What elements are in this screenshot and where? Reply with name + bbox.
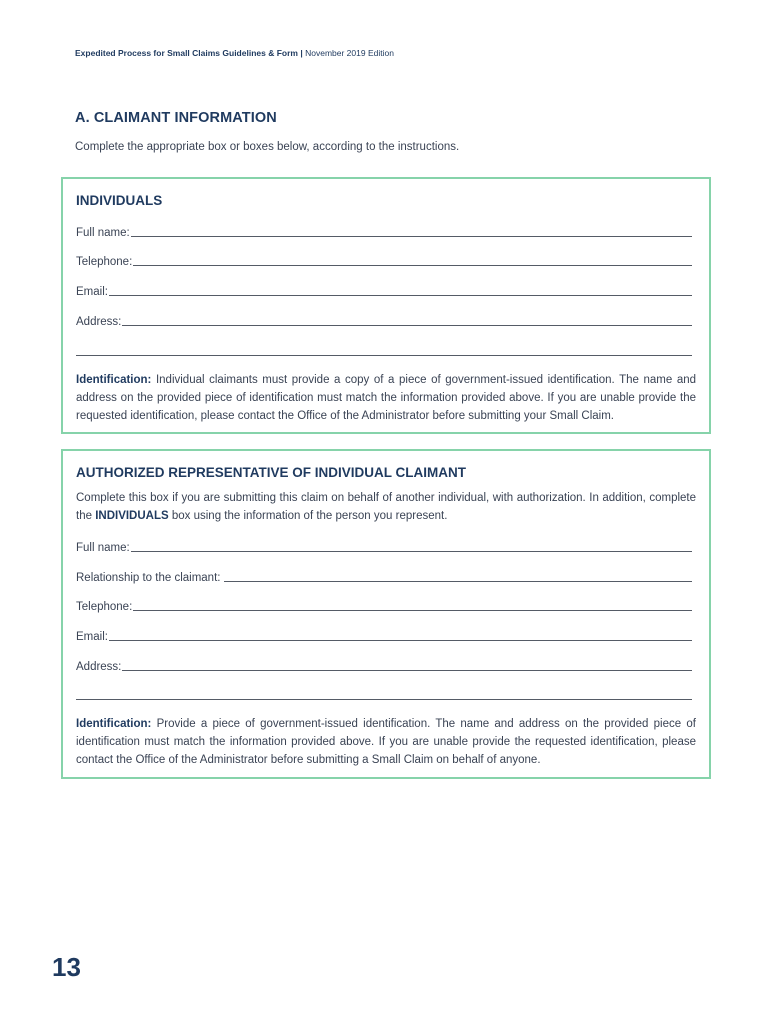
section-title: A. CLAIMANT INFORMATION [75,110,277,126]
rep-address-label: Address: [76,661,122,673]
rep-intro-before: Complete this box if you are submitting this claim on behalf of another individual, with authorization. In addition, complete the [76,492,696,522]
individuals-email-field[interactable] [76,284,692,298]
rep-telephone-line[interactable] [133,609,692,611]
full-name-label: Full name: [76,227,130,239]
email-line[interactable] [109,294,692,296]
rep-address-field[interactable] [76,659,692,673]
rep-relationship-label: Relationship to the claimant: [76,572,221,584]
rep-telephone-label: Telephone: [76,601,133,613]
individuals-box [61,177,711,434]
page-header [75,48,394,58]
representative-title: AUTHORIZED REPRESENTATIVE OF INDIVIDUAL CLAIMANT [76,465,467,480]
telephone-label: Telephone: [76,256,133,268]
header-edition: November 2019 Edition [305,48,394,58]
individuals-title: INDIVIDUALS [76,193,163,208]
individuals-full-name-field[interactable] [76,225,692,239]
rep-full-name-line[interactable] [131,550,692,552]
individuals-address-line-2[interactable] [76,355,692,356]
rep-address-line-2[interactable] [76,699,692,700]
rep-full-name-label: Full name: [76,542,130,554]
header-title: Expedited Process for Small Claims Guidelines & Form [75,48,298,58]
identification-label: Identification: [76,374,152,386]
full-name-line[interactable] [131,235,692,237]
rep-intro-bold: INDIVIDUALS [95,510,169,522]
rep-relationship-field[interactable] [76,570,692,584]
individuals-address-field[interactable] [76,314,692,328]
address-label: Address: [76,316,122,328]
individuals-identification-note [76,371,696,425]
rep-telephone-field[interactable] [76,599,692,613]
rep-email-label: Email: [76,631,108,643]
rep-email-line[interactable] [109,639,692,641]
individuals-telephone-field[interactable] [76,254,692,268]
identification-text: Individual claimants must provide a copy of a piece of government-issued identification. The name and address on the provided piece of identification must match the information provided above. If you are unable provide the requested identification, please contact the Office of the Administrator before submitting your Small Claim. [76,374,696,422]
rep-email-field[interactable] [76,629,692,643]
email-label: Email: [76,286,108,298]
page-number: 13 [52,952,81,982]
rep-intro-after: box using the information of the person you represent. [168,510,448,522]
representative-intro [76,489,696,525]
rep-relationship-line[interactable] [224,580,692,582]
rep-address-line[interactable] [122,669,692,671]
rep-identification-text: Provide a piece of government-issued identification. The name and address on the provided piece of identification must match the information provided above. If you are unable provide the requested identification, please contact the Office of the Administrator before submitting a Small Claim on behalf of anyone. [76,718,696,766]
address-line[interactable] [122,324,692,326]
rep-identification-label: Identification: [76,718,152,730]
telephone-line[interactable] [133,264,692,266]
rep-identification-note [76,715,696,769]
section-intro: Complete the appropriate box or boxes below, according to the instructions. [75,141,460,153]
representative-box [61,449,711,779]
rep-full-name-field[interactable] [76,540,692,554]
header-separator: | [300,48,303,58]
